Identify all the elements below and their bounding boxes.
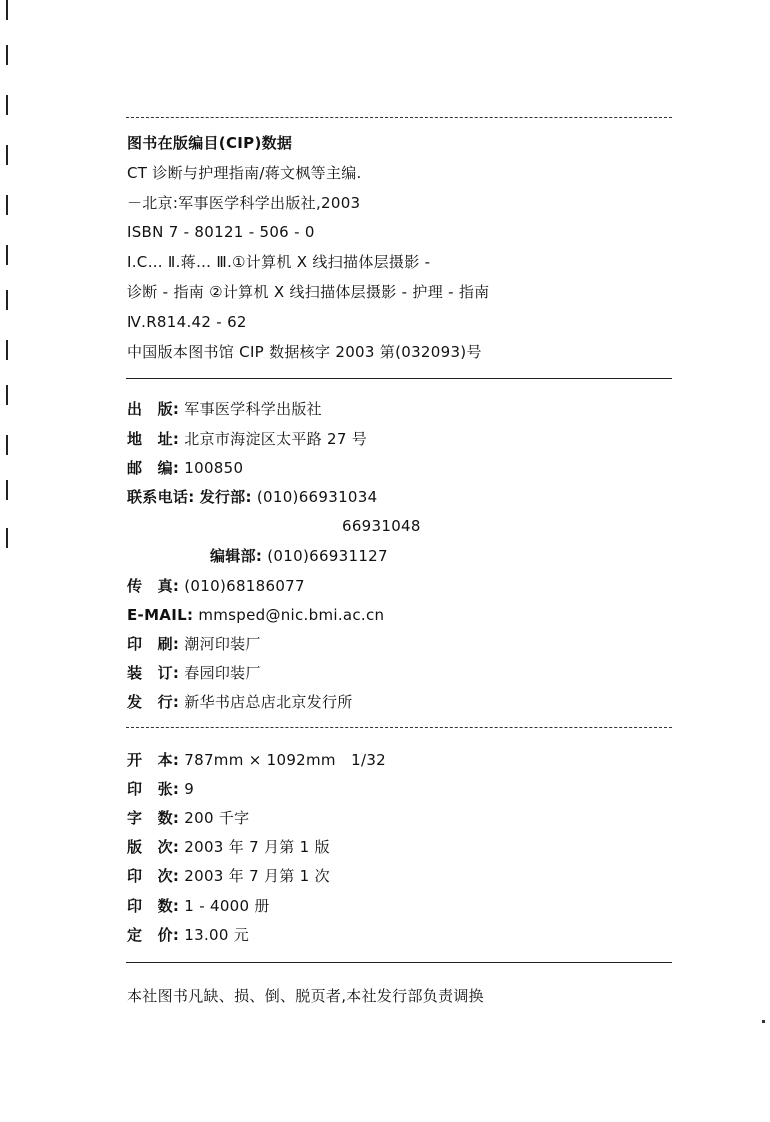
cip-line: 中国版本图书馆 CIP 数据核字 2003 第(032093)号 [127,343,482,361]
impression-row [127,866,330,886]
edition-label: 版 次: [127,838,180,856]
publisher-value: 军事医学科学出版社 [184,400,322,418]
sheets-value: 9 [184,780,195,798]
binding-mark [6,45,8,65]
email-value: mmsped@nic.bmi.ac.cn [198,606,385,624]
words-label: 字 数: [127,809,180,827]
distribution-row [127,692,353,712]
binding-mark [6,145,8,165]
binding-row [127,663,261,683]
phone-edit-label: 编辑部: [210,547,263,565]
binding-mark [6,340,8,360]
print-row [127,634,261,654]
address-row [127,429,367,449]
sheets-label: 印 张: [127,780,180,798]
words-row [127,808,249,828]
fax-value: (010)68186077 [184,577,305,595]
email-row [127,605,384,625]
words-value: 200 千字 [184,809,250,827]
postcode-value: 100850 [184,459,244,477]
publisher-row [127,399,322,419]
cip-line: 诊断 - 指南 ②计算机 X 线扫描体层摄影 - 护理 - 指南 [127,283,490,301]
binding-mark [6,0,8,20]
sheets-row [127,779,194,799]
distribution-value: 新华书店总店北京发行所 [184,693,353,711]
address-label: 地 址: [127,430,180,448]
print-value: 潮河印装厂 [184,635,261,653]
cip-line: Ⅳ.R814.42 - 62 [127,313,247,331]
format-row [127,750,386,770]
impression-label: 印 次: [127,867,180,885]
cip-line: －北京:军事医学科学出版社,2003 [127,194,361,212]
cip-line: CT 诊断与护理指南/蒋文枫等主编. [127,164,362,182]
binding-mark [6,385,8,405]
publisher-bottom-rule [126,727,672,728]
edition-value: 2003 年 7 月第 1 版 [184,838,330,856]
phone-2: 66931048 [342,517,421,535]
binding-value: 春园印装厂 [184,664,261,682]
specs-bottom-rule [126,962,672,963]
fax-row [127,576,305,596]
edition-row [127,837,330,857]
email-label: E-MAIL: [127,606,194,624]
binding-mark [6,528,8,548]
phone-label: 联系电话: [127,488,195,506]
phone-edit-row [210,546,388,566]
binding-mark [6,480,8,500]
binding-mark [6,290,8,310]
top-rule [126,117,672,118]
address-value: 北京市海淀区太平路 27 号 [184,430,368,448]
phone-row [127,487,377,507]
binding-mark [6,195,8,215]
price-row [127,925,249,945]
print-label: 印 刷: [127,635,180,653]
fax-label: 传 真: [127,577,180,595]
phone-1: (010)66931034 [256,488,378,506]
phone-dept-label: 发行部: [199,488,252,506]
format-value: 787mm × 1092mm 1/32 [184,751,387,769]
footer-notice: 本社图书凡缺、损、倒、脱页者,本社发行部负责调换 [127,987,484,1005]
distribution-label: 发 行: [127,693,180,711]
print-run-value: 1 - 4000 册 [184,897,270,915]
binding-mark [6,95,8,115]
scan-speck [762,1020,765,1023]
print-run-label: 印 数: [127,897,180,915]
phone-edit: (010)66931127 [267,547,388,565]
publisher-label: 出 版: [127,400,180,418]
binding-label: 装 订: [127,664,180,682]
cip-heading: 图书在版编目(CIP)数据 [127,134,293,152]
cip-line: Ⅰ.C… Ⅱ.蒋… Ⅲ.①计算机 X 线扫描体层摄影 - [127,253,431,271]
price-label: 定 价: [127,926,180,944]
binding-mark [6,435,8,455]
price-value: 13.00 元 [184,926,250,944]
postcode-label: 邮 编: [127,459,180,477]
print-run-row [127,896,270,916]
binding-mark [6,245,8,265]
format-label: 开 本: [127,751,180,769]
impression-value: 2003 年 7 月第 1 次 [184,867,330,885]
cip-bottom-rule [126,378,672,379]
cip-line: ISBN 7 - 80121 - 506 - 0 [127,223,315,241]
postcode-row [127,458,243,478]
phone-2-row [342,516,421,536]
